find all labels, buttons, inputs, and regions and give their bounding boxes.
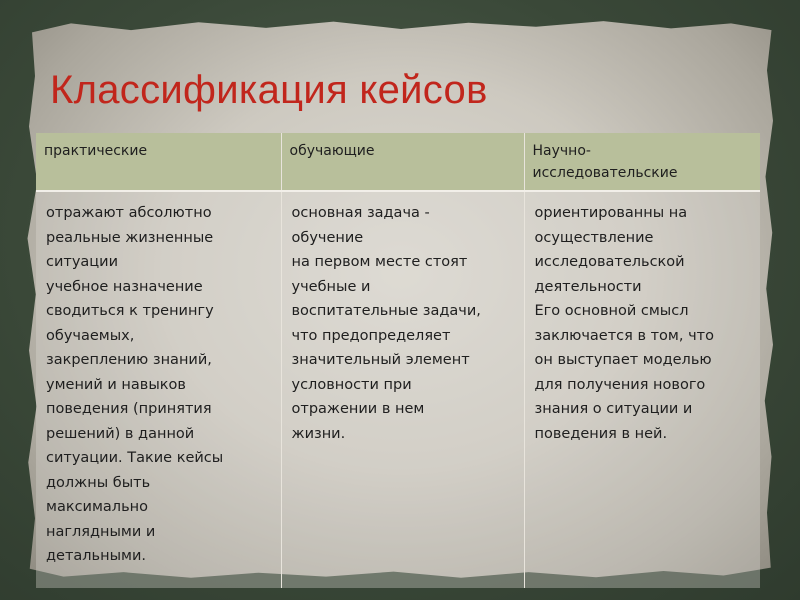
table-header-row <box>36 133 760 191</box>
table-row <box>36 191 760 588</box>
cell-text-line: ситуации. Такие кейсы <box>46 450 224 466</box>
cell-text-line: на первом месте стоят <box>291 254 468 270</box>
cell-text-line: должны быть <box>46 474 151 491</box>
header-educational <box>281 133 524 191</box>
cell-text-line: ориентированны на <box>534 205 688 221</box>
cell-text-line: учебные и <box>291 278 371 295</box>
cell-text-line: поведения в ней. <box>534 425 668 442</box>
cell-text-line: значительный элемент <box>291 352 470 368</box>
header-educational-label: обучающие <box>289 143 375 159</box>
cell-text-line: наглядными и <box>46 523 156 540</box>
cell-text-line: поведения (принятия <box>46 401 212 417</box>
cell-text-line: Его основной смысл <box>534 303 689 319</box>
cell-text-line: ситуации <box>46 254 119 270</box>
cell-text-line: деятельности <box>534 278 642 295</box>
cell-text-line: максимально <box>46 499 148 515</box>
cell-text-line: осуществление <box>534 229 654 246</box>
cell-text-line: закреплению знаний, <box>46 352 212 368</box>
cell-educational <box>281 191 524 588</box>
cell-text-line: исследовательской <box>534 254 685 270</box>
cell-text-line: заключается в том, что <box>534 327 714 344</box>
cell-text-line: условности при <box>291 376 412 393</box>
cell-text-line: учебное назначение <box>46 278 203 295</box>
cell-text-line: детальными. <box>46 548 146 564</box>
cell-text-line: он выступает моделью <box>534 352 712 368</box>
cell-text-line: отражают абсолютно <box>46 205 212 221</box>
cell-research <box>524 191 760 588</box>
cell-text-line: отражении в нем <box>291 401 425 417</box>
cell-text-line: решений) в данной <box>46 425 195 442</box>
header-research <box>524 133 760 191</box>
cell-text-line: что предопределяет <box>291 327 451 344</box>
cell-text-line: обучаемых, <box>46 327 135 344</box>
cell-text-line: обучение <box>291 229 364 246</box>
header-practical-label: практические <box>44 143 148 159</box>
cell-text-line: реальные жизненные <box>46 229 214 246</box>
cell-text-line: воспитательные задачи, <box>291 303 481 319</box>
cell-text-line: основная задача - <box>291 205 430 221</box>
case-classification-table <box>36 133 760 588</box>
cell-text-line: знания о ситуации и <box>534 401 693 417</box>
slide-title: Классификация кейсов <box>50 68 488 112</box>
cell-practical <box>36 191 281 588</box>
cell-text-line: для получения нового <box>534 376 706 393</box>
cell-text-line: жизни. <box>291 425 346 442</box>
header-practical <box>36 133 281 191</box>
cell-text-line: сводиться к тренингу <box>46 303 214 319</box>
cell-text-line: умений и навыков <box>46 376 186 393</box>
header-research-label: Научно- исследовательские <box>532 143 678 181</box>
